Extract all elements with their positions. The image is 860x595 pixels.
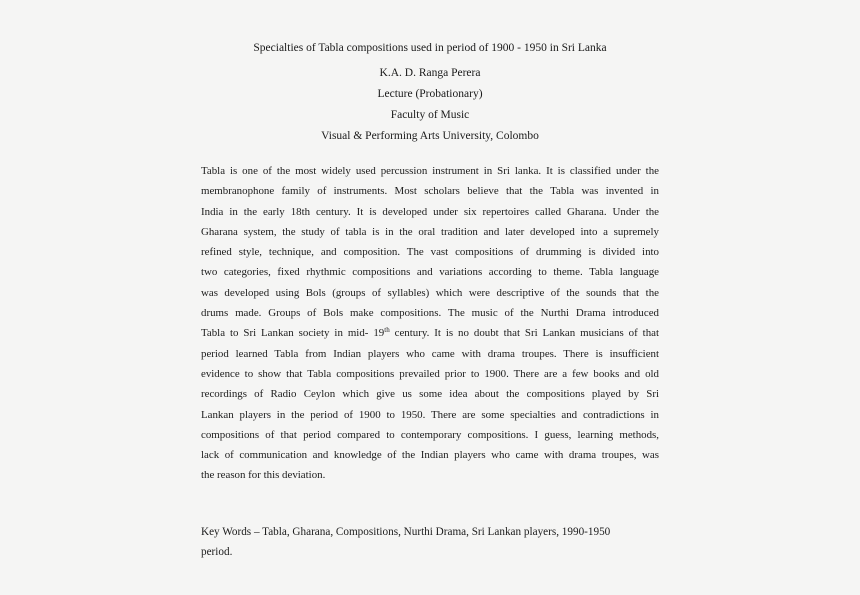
abstract-line: two categories, fixed rhythmic compositions and variations according to theme. Tabla language	[201, 266, 659, 279]
abstract-line: Tabla is one of the most widely used percussion instrument in Sri lanka. It is classified under the	[201, 165, 659, 177]
abstract-line: Gharana system, the study of tabla is in the oral tradition and later developed into a supremely	[201, 225, 659, 238]
paper-header	[0, 38, 860, 147]
abstract-line: drums made. Groups of Bols make compositions. The music of the Nurthi Drama introduced	[201, 307, 659, 320]
abstract-line: compositions of that period compared to contemporary compositions. I guess, learning methods,	[201, 428, 659, 441]
abstract-line: period learned Tabla from Indian players who came with drama troupes. There is insufficient	[201, 347, 659, 360]
abstract-line: recordings of Radio Ceylon which give us some idea about the compositions played by Sri	[201, 388, 659, 401]
keywords-section	[201, 522, 671, 562]
author-university: Visual & Performing Arts University, Colombo	[321, 130, 539, 142]
abstract-line: membranophone family of instruments. Most scholars believe that the Tabla was invented in	[201, 185, 659, 198]
abstract-line: the reason for this deviation.	[201, 469, 326, 482]
abstract-line: evidence to show that Tabla compositions prevailed prior to 1900. There are a few books and old	[201, 367, 659, 380]
abstract-line: Lankan players in the period of 1900 to 1950. There are some specialties and contradictions in	[201, 408, 659, 421]
paper-title: Specialties of Tabla compositions used in period of 1900 - 1950 in Sri Lanka	[253, 42, 607, 54]
abstract-line: India in the early 18th century. It is developed under six repertoires called Gharana. Under the	[201, 205, 659, 218]
abstract-paragraph	[201, 161, 659, 486]
author-position: Lecture (Probationary)	[377, 88, 483, 100]
abstract-line-with-superscript	[201, 323, 659, 343]
author-faculty: Faculty of Music	[390, 109, 470, 121]
author-name: K.A. D. Ranga Perera	[379, 67, 481, 79]
abstract-line-text: century. It is no doubt that Sri Lankan musicians of that	[389, 327, 659, 340]
keywords-line: Key Words – Tabla, Gharana, Compositions, Nurthi Drama, Sri Lankan players, 1990-1950	[201, 526, 611, 538]
keywords-line: period.	[201, 546, 233, 558]
ordinal-superscript: th	[384, 326, 390, 335]
abstract-line: lack of communication and knowledge of the Indian players who came with drama troupes, was	[201, 449, 659, 462]
abstract-line-text: Tabla to Sri Lankan society in mid- 19	[201, 327, 385, 340]
abstract-line: was developed using Bols (groups of syllables) which were descriptive of the sounds that the	[201, 286, 659, 299]
abstract-line: refined style, technique, and composition. The vast compositions of drumming is divided into	[201, 246, 659, 259]
